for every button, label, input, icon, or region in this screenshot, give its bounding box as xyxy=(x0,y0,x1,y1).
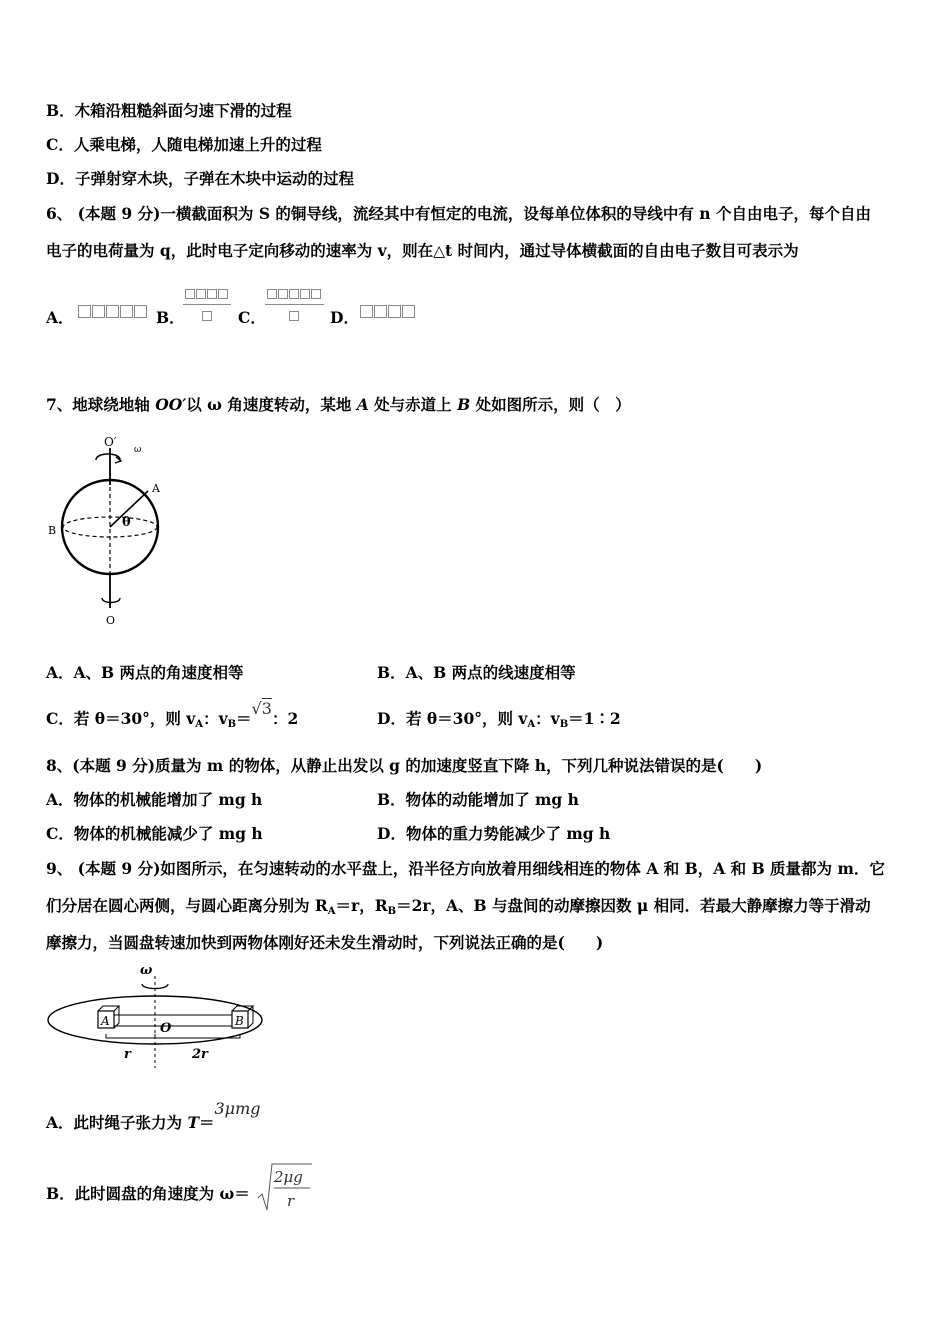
q9-fig-label-2r: 2r xyxy=(192,1047,208,1062)
q6-option-a-label: A． xyxy=(46,308,74,327)
q8-option-d: D．物体的重力势能减少了 mg h xyxy=(377,824,611,843)
q9-stem-line1: 9、 (本题 9 分)如图所示，在匀速转动的水平盘上，沿半径方向放着用细线相连的物体 A 和 B，A 和 B 质量都为 m．它 xyxy=(46,859,885,878)
q7-fig-label-top: O′ xyxy=(104,435,117,449)
q7-fig-label-theta: θ xyxy=(122,515,131,530)
q7-option-c: C．若 θ＝30°，则 $v_A$：$v_B=√3$：2 xyxy=(46,699,299,730)
q6-option-b-fraction xyxy=(183,284,231,323)
q6-option-d-label: D． xyxy=(330,308,359,327)
q5-option-c: C．人乘电梯，人随电梯加速上升的过程 xyxy=(46,135,322,154)
q9-option-a: A．此时绳子张力为 T＝3μmg xyxy=(46,1099,261,1132)
q6-option-a-formula xyxy=(78,300,148,320)
q9-option-b-numerator: 2μg xyxy=(274,1168,303,1186)
q8-option-c: C．物体的机械能减少了 mg h xyxy=(46,824,263,843)
q6-stem-line2: 电子的电荷量为 q，此时电子定向移动的速率为 v，则在△t 时间内，通过导体横截面的自由电子数目可表示为 xyxy=(46,241,799,260)
q7-option-a: A．A、B 两点的角速度相等 xyxy=(46,663,244,682)
q7-earth-figure xyxy=(44,430,184,630)
q9-fig-label-b: B xyxy=(235,1014,244,1028)
q9-option-b-denominator: r xyxy=(287,1192,295,1210)
q5-option-d: D．子弹射穿木块，子弹在木块中运动的过程 xyxy=(46,169,354,188)
q7-rotation-arrow-bottom xyxy=(102,598,120,603)
q7-fig-label-bottom: O xyxy=(106,614,116,627)
q9-option-b-radical xyxy=(256,1160,316,1216)
q8-option-b: B．物体的动能增加了 mg h xyxy=(377,790,579,809)
q9-brace-r xyxy=(106,1034,155,1038)
q7-option-d: D．若 θ＝30°，则 $v_A$：$v_B=1∶2$ xyxy=(377,709,621,730)
q7-stem: 7、地球绕地轴 OO′以 ω 角速度转动，某地 A 处与赤道上 B 处如图所示，则（ ） xyxy=(46,395,631,414)
q9-fig-label-a: A xyxy=(101,1014,110,1028)
q9-fig-label-o: O xyxy=(160,1021,172,1036)
q5-option-b: B．木箱沿粗糙斜面匀速下滑的过程 xyxy=(46,101,292,120)
q7-fig-label-b: B xyxy=(48,524,57,537)
q6-stem-line1: 6、 (本题 9 分)一横截面积为 S 的铜导线，流经其中有恒定的电流，设每单位体积的导线中有 n 个自由电子，每个自由 xyxy=(46,204,871,223)
q9-stem-line2: 们分居在圆心两侧，与圆心距离分别为 $R_A=r$，$R_B=2r$，A、B 与盘间的动摩擦因数 μ 相同．若最大静摩擦力等于滑动 xyxy=(46,896,871,917)
q9-disk-figure xyxy=(44,960,274,1070)
q9-fig-label-omega: ω xyxy=(140,963,153,978)
q6-option-c-label: C． xyxy=(238,308,266,327)
q8-stem: 8、(本题 9 分)质量为 m 的物体，从静止出发以 g 的加速度竖直下降 h，下列几种说法错误的是( ) xyxy=(46,756,763,775)
q9-option-b: B．此时圆盘的角速度为 ω＝ xyxy=(46,1184,250,1203)
q6-option-d-formula xyxy=(360,300,416,320)
q6-option-b-label: B． xyxy=(156,308,185,327)
q7-fig-label-omega: ω xyxy=(134,445,142,455)
q9-stem-line3: 摩擦力，当圆盘转速加快到两物体刚好还未发生滑动时，下列说法正确的是( ) xyxy=(46,933,604,952)
q9-fig-label-r: r xyxy=(124,1047,131,1062)
q7-fig-label-a: A xyxy=(152,482,160,495)
q7-option-b: B．A、B 两点的线速度相等 xyxy=(377,663,576,682)
q8-option-a: A．物体的机械能增加了 mg h xyxy=(46,790,263,809)
q6-option-c-fraction xyxy=(265,284,324,323)
